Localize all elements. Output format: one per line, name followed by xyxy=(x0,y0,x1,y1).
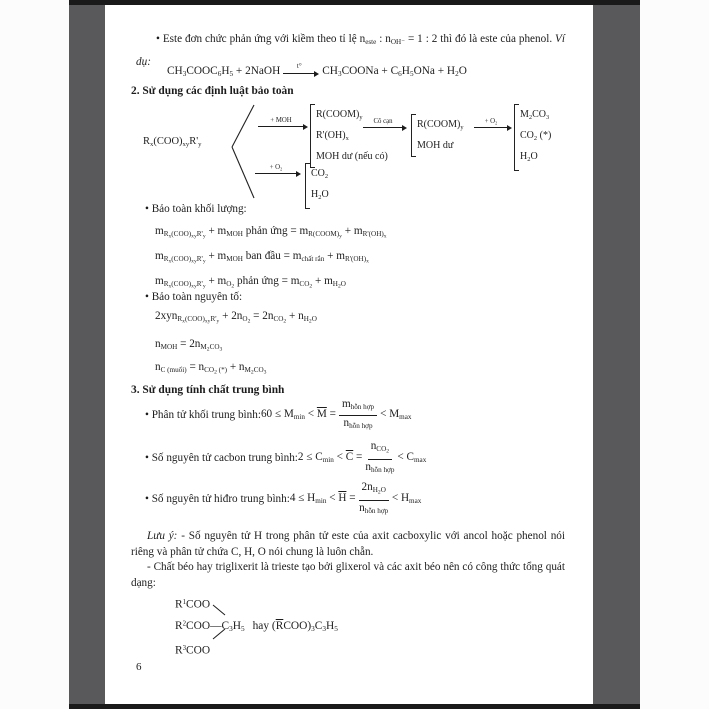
brace-item: $R'(OH)_x$ xyxy=(316,129,349,142)
arrow-evaporate-label: Cô cạn xyxy=(373,118,393,126)
average-post: < $H_{max}$ xyxy=(391,492,422,506)
intro-text-post: thì đó là este của phenol. xyxy=(437,33,556,46)
fraction-numerator: $m_{hỗn hợp}$ xyxy=(339,397,377,415)
mass-balance-heading: • Bảo toàn khối lượng: xyxy=(145,203,247,215)
average-pre: $4 \le H_{min} < \overline{H}$ = xyxy=(289,492,356,506)
glycerol-backbone: $—C_3H_5$ xyxy=(210,619,245,633)
arrow-burn-salt xyxy=(474,116,512,128)
brace-item: $CO_2$ (*) xyxy=(520,129,552,142)
branch-angle-lines xyxy=(226,102,258,202)
average-hydrogen-row xyxy=(145,480,421,518)
element-balance-eq-2: $n_{MOH} = 2n_{M2CO3}$ xyxy=(155,338,223,353)
fraction xyxy=(365,439,394,477)
acyl-group-3: $R^3COO$ xyxy=(175,644,211,657)
average-carbon-row xyxy=(145,439,426,477)
brace-item: $H_2O$ xyxy=(520,150,538,163)
element-balance-eq-1: $2xyn_{Rx(COO)xyR'y} + 2n_{O2} = 2n_{CO2} + n_{H2O}$ xyxy=(155,310,317,325)
average-post: < $C_{max}$ xyxy=(397,451,427,465)
average-post: < $M_{max}$ xyxy=(380,408,412,422)
element-balance-eq-3: $n_{C (muối)} = n_{CO2}$ $_{(*)} + n_{M2CO3}$ xyxy=(155,361,267,376)
example-equation: $CH_3COOC_6H_5$ + 2NaOH t° $CH_3COONa + C_6H_5ONa + H_2O$ xyxy=(167,62,467,79)
notes-block xyxy=(131,529,565,591)
arrow-burn-ester-label: + O₂ xyxy=(269,164,283,172)
hydrolysis-products-brace xyxy=(310,104,388,168)
mass-balance-eq-3: $m_{Rx(COO)xyR'y} + m_{O2}$ phản ứng = $m_{CO2} + m_{H2O}$ xyxy=(155,275,346,290)
element-balance-heading: • Bảo toàn nguyên tố: xyxy=(145,291,243,303)
brace-item: $R(COOM)_y$ xyxy=(316,109,363,121)
mole-ratio-formula: $n_{este}$ : $n_{OH^-} = 1$ : 2 xyxy=(359,33,438,47)
average-label: • Số nguyên tử cacbon trung bình: xyxy=(145,452,298,464)
glycerol-row xyxy=(175,614,338,639)
brace-item: MOH dư (nếu có) xyxy=(316,150,388,162)
arrow-burn-ester xyxy=(255,162,301,174)
brace-item: $R(COOM)_y$ xyxy=(417,119,464,131)
section-3-heading: 3. Sử dụng tính chất trung bình xyxy=(131,384,285,396)
solid-residue-brace xyxy=(411,114,464,157)
photo-right-edge xyxy=(593,5,640,704)
fraction-numerator: $2n_{H2O}$ xyxy=(359,480,389,500)
brace-item: MOH dư xyxy=(417,139,454,151)
acyl-group-2: $R^2COO$ xyxy=(175,619,211,632)
salt-combustion-products-brace xyxy=(514,104,551,171)
ester-general-formula: $R_x(COO)_{xy}R'_y$ xyxy=(143,136,202,149)
arrow-moh-label: + MOH xyxy=(270,117,292,125)
average-label: • Số nguyên tử hiđro trung bình: xyxy=(145,493,290,505)
book-page xyxy=(105,5,593,704)
photo-left-edge xyxy=(69,5,105,704)
triglyceride-structure xyxy=(175,593,338,660)
average-pre: $60 \le M_{min} < \overline{M}$ = xyxy=(260,408,336,422)
fraction xyxy=(359,480,389,518)
average-label: • Phân tử khối trung bình: xyxy=(145,409,261,421)
arrow-evaporate xyxy=(363,116,407,128)
mass-balance-eq-2: $m_{Rx(COO)xyR'y} + m_{MOH}$ ban đầu = $m_{chất rắn} + m_{R'(OH)x}$ xyxy=(155,250,369,265)
average-pre: $2 \le C_{min} < \overline{C}$ = xyxy=(297,451,363,465)
example-label: Ví dụ: xyxy=(136,33,565,69)
book-page-photo xyxy=(69,0,640,709)
fraction-denominator: $n_{hỗn hợp}$ xyxy=(365,460,395,474)
acyl-group-1: $R^1COO$ xyxy=(175,598,211,611)
fraction-denominator: $n_{hỗn hợp}$ xyxy=(359,501,389,515)
mass-balance-eq-1: $m_{Rx(COO)xyR'y} + m_{MOH}$ phản ứng = $m_{R(COOM)y} + m_{R'(OH)x}$ xyxy=(155,225,387,240)
average-molar-mass-row xyxy=(145,396,412,434)
intro-text-pre: • Este đơn chức phản ứng với kiềm theo tỉ lệ xyxy=(156,33,360,46)
combustion-products-brace xyxy=(305,163,329,209)
brace-item: $CO_2$ xyxy=(311,168,329,180)
fraction-numerator: $n_{CO2}$ xyxy=(368,439,392,459)
arrow-moh xyxy=(258,115,308,127)
condensed-formula: hay $(\overline{R}COO)_3C_3H_5$ xyxy=(252,619,338,633)
page-content xyxy=(131,5,565,704)
arrow-burn-salt-label: + O₂ xyxy=(484,118,498,126)
brace-item: $H_2O$ xyxy=(311,188,329,201)
brace-item: $M_2CO_3$ xyxy=(520,109,550,121)
photo-bottom-band xyxy=(69,704,640,709)
note-paragraph-2: - Chất béo hay triglixerit là trieste tạo bởi glixerol và các axit béo nên có công thức tổng quát dạng: xyxy=(131,561,565,589)
fraction xyxy=(339,397,377,432)
section-2-heading: 2. Sử dụng các định luật bảo toàn xyxy=(131,85,294,97)
page-number: 6 xyxy=(136,661,142,673)
fraction-denominator: $n_{hỗn hợp}$ xyxy=(343,416,373,430)
reaction-scheme xyxy=(131,102,565,202)
note-paragraph-1: Lưu ý: - Số nguyên tử H trong phân tử este của axit cacboxylic với ancol hoặc phenol nói riêng và phân tử chứa C, H, O nói chung là luôn chẵn. xyxy=(131,530,565,558)
